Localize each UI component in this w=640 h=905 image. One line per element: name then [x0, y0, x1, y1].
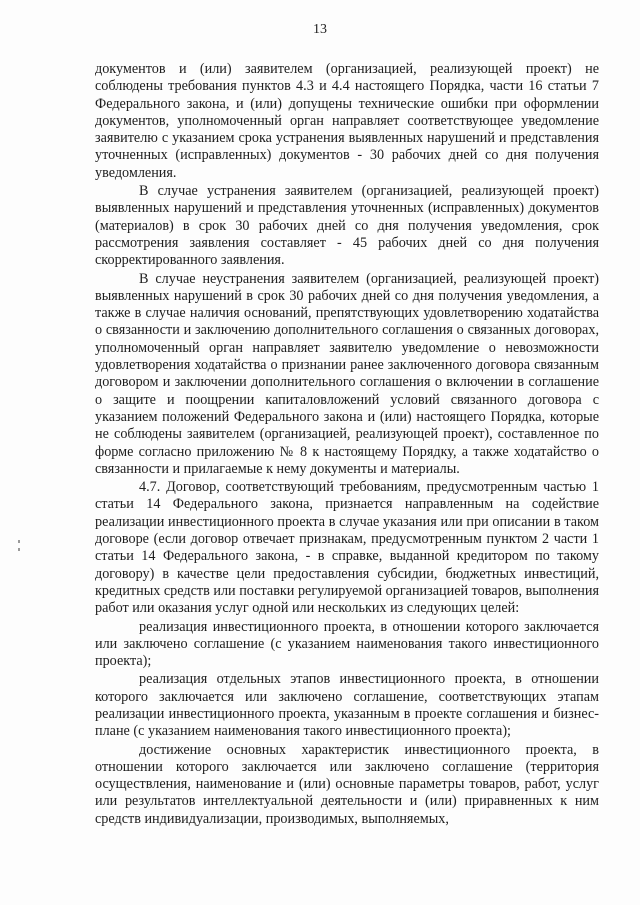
page-number: 13 [313, 22, 327, 37]
paragraph-clause-4-7: 4.7. Договор, соответствующий требованиям, предусмотренным частью 1 статьи 14 Федерального закона, признается направленным на содействие реализации инвестиционного проекта в случае указания или при описании в таком договоре (если договор отвечает признакам, предусмотренным пунктом 2 части 1 статьи 14 Федерального закона, - в справке, выданной кредитором по такому договору) в качестве цели предоставления субсидии, бюджетных инвестиций, кредитных средств или поставки регулируемой организацией товаров, выполнения работ или оказания услуг одной или нескольких из следующих целей: [95, 479, 599, 617]
document-body [95, 61, 599, 828]
margin-mark [18, 548, 20, 551]
margin-mark [18, 540, 20, 543]
paragraph: В случае неустранения заявителем (организацией, реализующей проект) выявленных нарушений в срок 30 рабочих дней со дня получения уведомления, а также в случае наличия оснований, препятствующих удовлетворению ходатайства о связанности и заключению дополнительного соглашения о связанных договорах, уполномоченный орган направляет заявителю уведомление о невозможности удовлетворения ходатайства о признании ранее заключенного договора связанным договором и заключении дополнительного соглашения о включении в соглашение о защите и поощрении капиталовложений условий связанного договора с указанием положений Федерального закона и (или) настоящего Порядка, которые не соблюдены заявителем (организацией, реализующей проект), составленное по форме согласно приложению № 8 к настоящему Порядку, а также ходатайство о связанности и прилагаемые к нему документы и материалы. [95, 270, 599, 477]
list-item: реализация отдельных этапов инвестиционного проекта, в отношении которого заключается или заключено соглашение, соответствующих этапам реализации инвестиционного проекта, указанным в проекте соглашения и бизнес-плане (с указанием наименования такого инвестиционного проекта); [95, 671, 599, 740]
list-item: достижение основных характеристик инвестиционного проекта, в отношении которого заключается или заключено соглашение (территория осуществления, наименование и (или) основные параметры товаров, работ, услуг или результатов интеллектуальной деятельности и (или) приравненных к ним средств индивидуализации, производимых, выполняемых, [95, 741, 599, 827]
list-item: реализация инвестиционного проекта, в отношении которого заключается или заключено соглашение (с указанием наименования такого инвестиционного проекта); [95, 618, 599, 670]
paragraph: В случае устранения заявителем (организацией, реализующей проект) выявленных нарушений и представления уточненных (исправленных) документов (материалов) в срок 30 рабочих дней со дня получения уведомления, срок рассмотрения заявления составляет - 45 рабочих дней со дня получения скорректированного заявления. [95, 183, 599, 269]
paragraph-continuation: документов и (или) заявителем (организацией, реализующей проект) не соблюдены требования пунктов 4.3 и 4.4 настоящего Порядка, части 16 статьи 7 Федерального закона, и (или) допущены технические ошибки при оформлении документов, уполномоченный орган направляет соответствующее уведомление заявителю с указанием срока устранения выявленных нарушений и представления уточненных (исправленных) документов - 30 рабочих дней со дня получения уведомления. [95, 61, 599, 181]
